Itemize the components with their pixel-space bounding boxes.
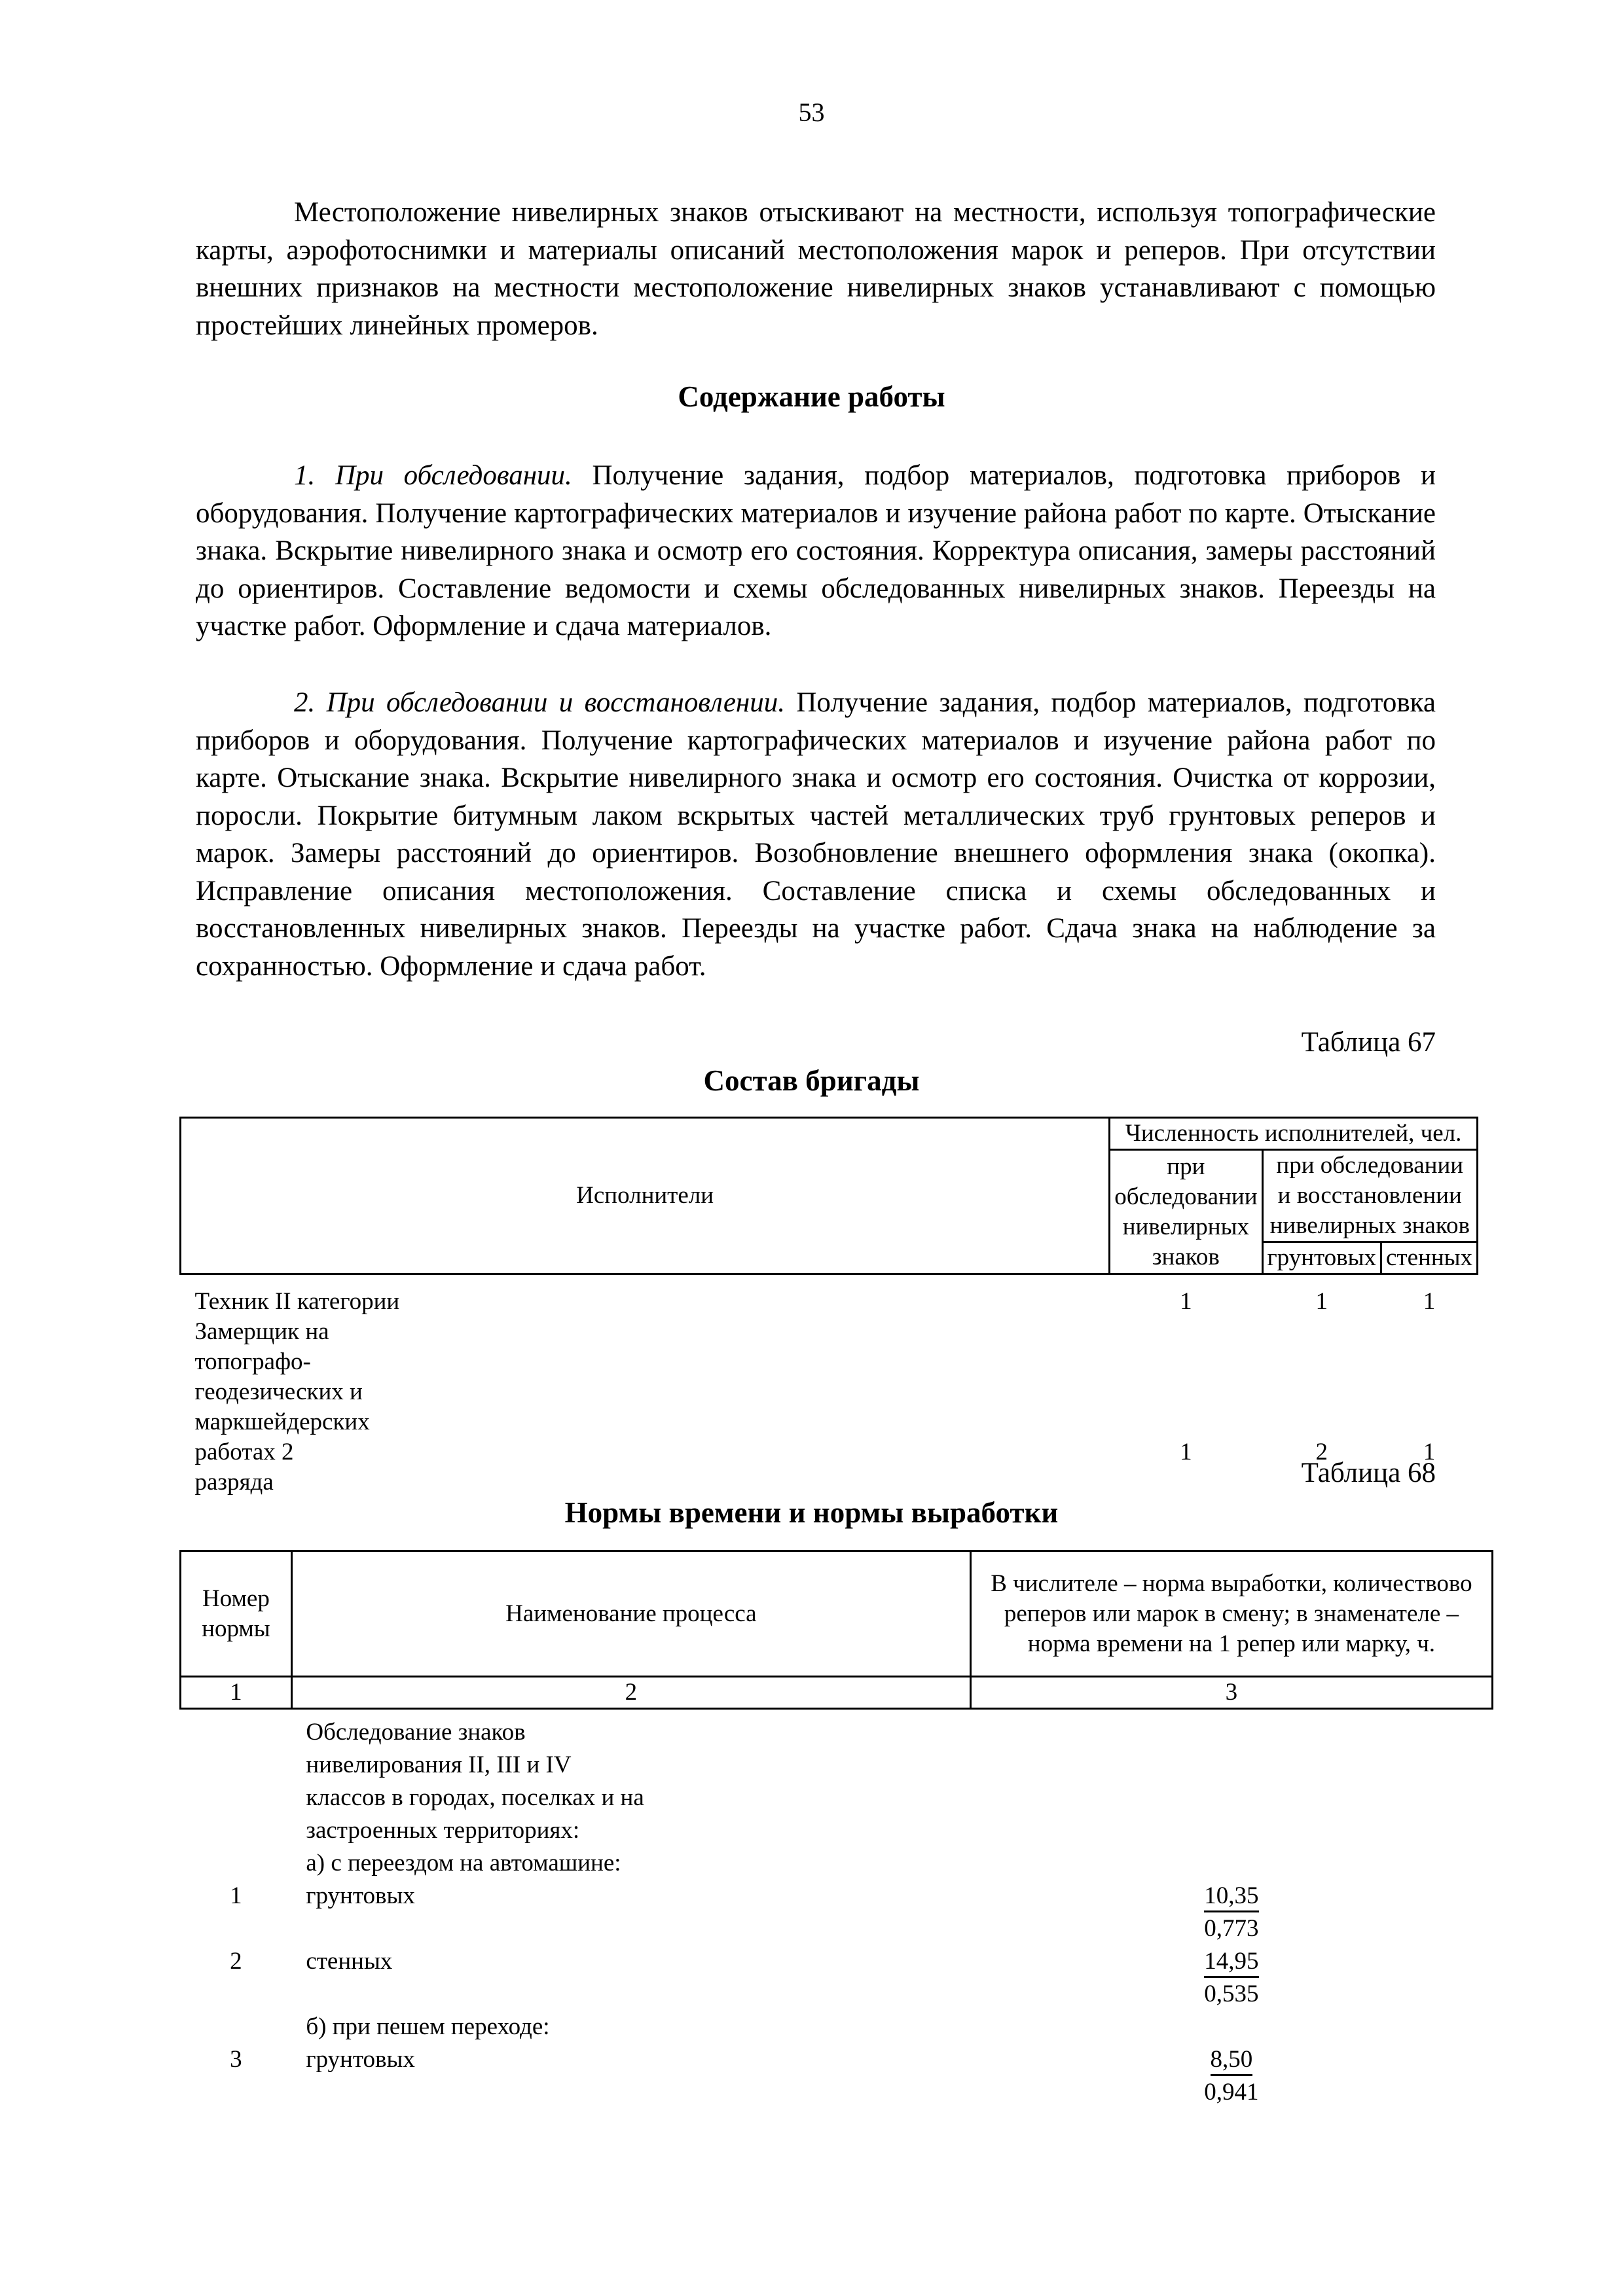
performer-name: Замерщик на топографо-геодезических и маркшейдерских работах 2 разряда <box>194 1318 370 1496</box>
table68-title: Нормы времени и нормы выработки <box>564 1496 1059 1529</box>
subgroup-title: б) при пешем переходе: <box>306 2013 550 2040</box>
output-norm: 8,50 <box>1211 2045 1253 2076</box>
group-title: Обследование знаков нивелирования II, III и IV классов в городах, поселках и на застроенных территориях: <box>306 1719 644 1844</box>
ground-count: 2 <box>1315 1439 1328 1465</box>
table67-label: Таблица 67 <box>1301 1027 1436 1058</box>
intro-paragraph: Местоположение нивелирных знаков отыскивают на местности, используя топографические карты, аэрофотоснимки и материалы описаний местоположения марок и реперов. При отсутствии внешних признаков на местности местоположение нивелирных знаков устанавливают с помощью простейших линейных промеров. <box>196 197 1436 341</box>
section-heading: Содержание работы <box>678 380 945 413</box>
norm-number: 2 <box>230 1948 242 1975</box>
table67-title: Состав бригады <box>703 1064 920 1097</box>
norm-value <box>970 2043 1492 2109</box>
header-values: В числителе – норма выработки, количествово реперов или марок в смену; в знаменателе – норма времени на 1 репер или марку, ч. <box>970 1551 1492 1677</box>
time-norm: 0,535 <box>1204 1981 1259 2007</box>
column-number-1: 1 <box>181 1677 292 1709</box>
performer-name: Техник II категории <box>194 1288 400 1315</box>
norm-value <box>970 1945 1492 2011</box>
table-row <box>181 1317 1478 1498</box>
time-norm: 0,941 <box>1204 2079 1259 2106</box>
column-number-3: 3 <box>970 1677 1492 1709</box>
header-survey: при обследовании нивелирных знаков <box>1110 1150 1262 1274</box>
wall-count: 1 <box>1423 1439 1436 1465</box>
norm-number: 3 <box>230 2046 242 2073</box>
column-number-2: 2 <box>291 1677 970 1709</box>
header-wall: стенных <box>1381 1242 1478 1274</box>
table68 <box>179 1550 1493 2109</box>
table-row <box>181 1945 1493 2011</box>
work-item-text: Получение задания, подбор материалов, подготовка приборов и оборудования. Получение картографических материалов и изучение района работ по карте. Отыскание знака. Вскрытие нивелирного знака и осмотр его состояния. Очистка от коррозии, поросли. Покрытие битумным лаком вскрытых частей металлических труб грунтовых реперов и марок. Замеры расстояний до ориентиров. Возобновление внешнего оформления знака (окопка). Исправление описания местоположения. Составление списка и схемы обследованных и восстановленных нивелирных знаков. Переезды на участке работ. Сдача знака на наблюдение за сохранностью. Оформление и сдача работ. <box>196 687 1436 982</box>
ground-count: 1 <box>1315 1288 1328 1315</box>
work-item-lead: 2. При обследовании и восстановлении. <box>294 687 785 718</box>
wall-count: 1 <box>1423 1288 1436 1315</box>
survey-count: 1 <box>1180 1288 1192 1315</box>
work-item-lead: 1. При обследовании. <box>294 460 572 491</box>
header-survey-restore: при обследовании и восстановлении нивелирных знаков <box>1262 1150 1477 1242</box>
table68-label: Таблица 68 <box>1301 1458 1436 1488</box>
work-item-survey-restore <box>196 684 1436 985</box>
subgroup-title: а) с переездом на автомашине: <box>306 1850 621 1876</box>
work-item-survey <box>196 457 1436 645</box>
output-norm: 14,95 <box>1204 1947 1258 1978</box>
table-row <box>181 2043 1493 2109</box>
norm-value <box>970 1880 1492 1945</box>
header-number: Номер нормы <box>181 1551 292 1677</box>
page-number: 53 <box>798 98 825 127</box>
header-process: Наименование процесса <box>291 1551 970 1677</box>
time-norm: 0,773 <box>1204 1915 1259 1942</box>
table-row <box>181 1274 1478 1318</box>
process-name: стенных <box>306 1948 393 1975</box>
table-row <box>181 1880 1493 1945</box>
work-item-text: Получение задания, подбор материалов, подготовка приборов и оборудования. Получение картографических материалов и изучение района работ по карте. Отыскание знака. Вскрытие нивелирного знака и осмотр его состояния. Корректура описания, замеры расстояний до ориентиров. Составление ведомости и схемы обследованных нивелирных знаков. Переезды на участке работ. Оформление и сдача материалов. <box>196 460 1436 641</box>
process-name: грунтовых <box>306 1882 415 1909</box>
header-ground: грунтовых <box>1262 1242 1381 1274</box>
output-norm: 10,35 <box>1204 1882 1258 1912</box>
norm-number: 1 <box>230 1882 242 1909</box>
process-name: грунтовых <box>306 2046 415 2073</box>
header-performers: Исполнители <box>181 1118 1110 1274</box>
survey-count: 1 <box>1180 1439 1192 1465</box>
table67 <box>179 1117 1472 1498</box>
header-count-group: Численность исполнителей, чел. <box>1110 1118 1478 1150</box>
